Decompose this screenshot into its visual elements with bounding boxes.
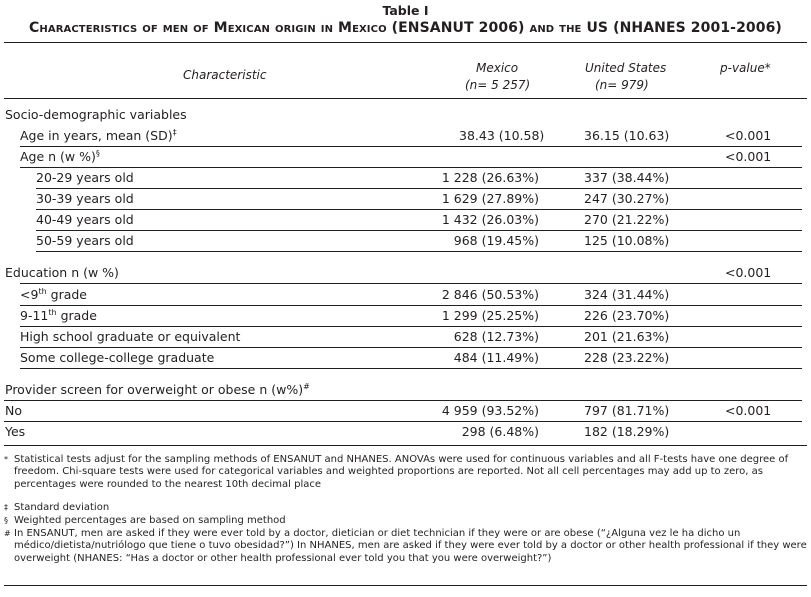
row-edu-911-mexico: 1 299 (25.25%)	[441, 308, 539, 323]
footnote: ‡ Standard deviation	[4, 502, 110, 513]
section-socio: Socio-demographic variables	[5, 107, 187, 122]
section-provider: Provider screen for overweight or obese n (w%)#	[5, 381, 310, 397]
row-age-50-us: 125 (10.08%)	[584, 233, 670, 248]
header-rule	[4, 98, 807, 99]
header-us: United States	[585, 61, 667, 75]
row-edu-9-us: 324 (31.44%)	[584, 287, 670, 302]
row-age-40-us: 270 (21.22%)	[584, 212, 670, 227]
row-edu-911-label: 9-11th grade	[20, 307, 97, 323]
row-edu-9-mexico: 2 846 (50.53%)	[441, 287, 539, 302]
row-no-label: No	[5, 403, 22, 418]
section-education-p: <0.001	[725, 265, 772, 280]
row-edu-9-label: <9th grade	[20, 286, 87, 302]
row-age-50-mexico: 968 (19.45%)	[453, 233, 539, 248]
row-age-mean-label: Age in years, mean (SD)‡	[20, 127, 177, 143]
row-age-30-mexico: 1 629 (27.89%)	[441, 191, 539, 206]
row-yes-label: Yes	[5, 424, 26, 439]
row-edu-hs-label: High school graduate or equivalent	[20, 329, 241, 344]
end-rule	[4, 585, 807, 586]
row-edu-911-us: 226 (23.70%)	[584, 308, 670, 323]
row-divider	[20, 347, 802, 348]
row-divider	[20, 368, 802, 369]
row-age-n-p: <0.001	[725, 149, 772, 164]
header-characteristic: Characteristic	[183, 68, 267, 82]
top-rule	[4, 42, 807, 43]
header-mexico-n: (n= 5 257)	[465, 78, 531, 92]
footnote: * Statistical tests adjust for the sampling methods of ENSANUT and NHANES. ANOVAs were used for continuous variables and all F-tests have one degree of freedom. Chi-square tests were used for categorical variables and weighted proportions are reported. Not all cell percentages may add up to zero, as percentages were rounded to the nearest 10th decimal place	[4, 454, 789, 490]
row-divider	[36, 209, 802, 210]
header-mexico: Mexico	[476, 61, 519, 75]
row-age-40-mexico: 1 432 (26.03%)	[441, 212, 539, 227]
row-age-mean-p: <0.001	[725, 128, 772, 143]
row-age-30-us: 247 (30.27%)	[584, 191, 670, 206]
footnote: § Weighted percentages are based on sampling method	[4, 515, 286, 526]
row-no-mexico: 4 959 (93.52%)	[441, 403, 539, 418]
row-divider	[4, 421, 802, 422]
row-edu-hs-us: 201 (21.63%)	[584, 329, 670, 344]
row-age-20-label: 20-29 years old	[36, 170, 134, 185]
row-age-20-us: 337 (38.44%)	[584, 170, 670, 185]
row-age-50-label: 50-59 years old	[36, 233, 134, 248]
row-divider	[20, 167, 802, 168]
row-edu-hs-mexico: 628 (12.73%)	[453, 329, 539, 344]
row-edu-col-mexico: 484 (11.49%)	[453, 350, 539, 365]
table-label: Table I	[382, 3, 429, 18]
footnote: # In ENSANUT, men are asked if they were ever told by a doctor, dietician or diet technician if they were or are obese (“¿Alguna vez le ha dicho un médico/dietista/nutriólogo que tiene o tuvo obesidad?”) In NHANES, men are asked if they were ever told by a doctor or other health professional if they were overweight (NHANES: “Has a doctor or other health professional ever told you that you were overweight?”)	[4, 528, 807, 564]
row-age-mean-us: 36.15 (10.63)	[584, 128, 670, 143]
header-pvalue: p-value*	[720, 61, 771, 75]
row-no-us: 797 (81.71%)	[584, 403, 670, 418]
row-divider	[20, 326, 802, 327]
header-us-n: (n= 979)	[595, 78, 649, 92]
row-divider	[4, 400, 802, 401]
row-divider	[36, 188, 802, 189]
row-no-p: <0.001	[725, 403, 772, 418]
row-age-40-label: 40-49 years old	[36, 212, 134, 227]
row-divider	[36, 230, 802, 231]
bottom-rule	[4, 445, 807, 446]
row-divider	[20, 146, 802, 147]
section-education: Education n (w %)	[5, 265, 119, 280]
row-age-n-label: Age n (w %)§	[20, 148, 100, 164]
row-age-20-mexico: 1 228 (26.63%)	[441, 170, 539, 185]
row-yes-us: 182 (18.29%)	[584, 424, 670, 439]
row-divider	[36, 251, 802, 252]
row-divider	[20, 305, 802, 306]
row-age-30-label: 30-39 years old	[36, 191, 134, 206]
row-age-mean-mexico: 38.43 (10.58)	[459, 128, 545, 143]
row-divider	[20, 283, 802, 284]
row-edu-col-us: 228 (23.22%)	[584, 350, 670, 365]
row-yes-mexico: 298 (6.48%)	[461, 424, 539, 439]
row-edu-col-label: Some college-college graduate	[20, 350, 215, 365]
table-title: Characteristics of men of Mexican origin in Mexico (ENSANUT 2006) and the US (NHANES 2001-2006)	[29, 20, 782, 36]
